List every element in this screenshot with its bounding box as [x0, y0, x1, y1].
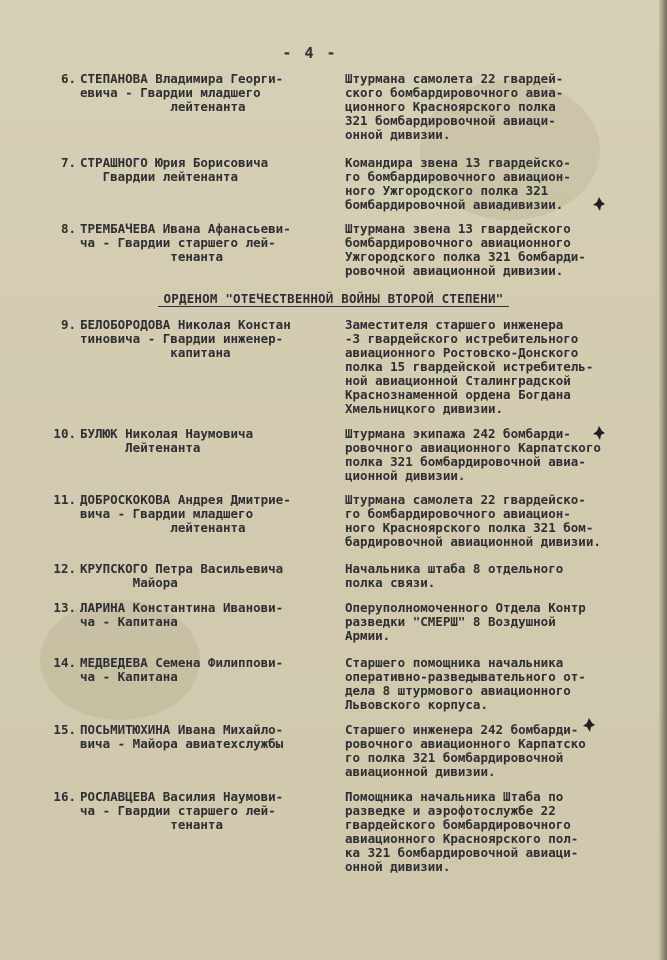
entry-number: 15.: [53, 722, 76, 737]
entry-number: 10.: [53, 426, 76, 441]
section-heading: [0, 291, 667, 306]
page-edge: [659, 0, 667, 960]
ink-blot-icon: [592, 196, 606, 212]
entry-number: 16.: [53, 789, 76, 804]
entry-name: ТРЕМБАЧЕВА Ивана Афанасьеви- ча - Гвардии старшего лей- тенанта: [80, 221, 291, 264]
entry-name: ЛАРИНА Константина Иванови- ча - Капитана: [80, 600, 284, 629]
entry-position: Штурмана экипажа 242 бомбарди- ровочного авиационного Карпатского полка 321 бомбардировочной авиа- ционной дивизии.: [345, 426, 601, 483]
entry-number: 14.: [53, 655, 76, 670]
entry-number: 12.: [53, 561, 76, 576]
section-heading-text: ОРДЕНОМ "ОТЕЧЕСТВЕННОЙ ВОЙНЫ ВТОРОЙ СТЕПЕНИ": [158, 291, 510, 307]
entry-name: ПОСЬМИТЮХИНА Ивана Михайло- вича - Майора авиатехслужбы: [80, 722, 284, 751]
entry-name: СТРАШНОГО Юрия Борисовича Гвардии лейтенанта: [80, 155, 269, 184]
entry-position: Штурмана звена 13 гвардейского бомбардировочного авиационного Ужгородского полка 321 бомбарди- ровочной авиационной дивизии.: [345, 221, 586, 278]
entry-name: БЕЛОБОРОДОВА Николая Констан тиновича - Гвардии инженер- капитана: [80, 317, 291, 360]
entry-position: Старшего помощника начальника оперативно-разведывательного от- дела 8 штурмового авиационного Львовского корпуса.: [345, 655, 586, 712]
entry-position: Оперуполномоченного Отдела Контр разведки "СМЕРШ" 8 Воздушной Армии.: [345, 600, 586, 643]
entry-name: ДОБРОСКОКОВА Андрея Дмитрие- вича - Гвардии младшего лейтенанта: [80, 492, 291, 535]
ink-blot-icon: [582, 717, 596, 733]
entry-number: 9.: [60, 317, 76, 332]
entry-number: 6.: [60, 71, 76, 86]
entry-number: 7.: [60, 155, 76, 170]
entry-number: 11.: [53, 492, 76, 507]
ink-blot-icon: [592, 425, 606, 441]
entry-position: Штурмана самолета 22 гвардейско- го бомбардировочного авиацион- ного Красноярского полка 321 бом- бардировочной авиационной дивизии.: [345, 492, 601, 549]
entry-name: БУЛЮК Николая Наумовича Лейтенанта: [80, 426, 254, 455]
entry-number: 13.: [53, 600, 76, 615]
page-number: - 4 -: [282, 44, 338, 62]
entry-position: Старшего инженера 242 бомбарди- ровочного авиационного Карпатско го полка 321 бомбардировочной авиационной дивизии.: [345, 722, 586, 779]
entry-position: Заместителя старшего инженера -3 гвардейского истребительного авиационного Ростовско-Донского полка 15 гвардейской истребитель- ной авиационной Сталинградской Краснознаменной ордена Богдана Хмельницкого дивизии.: [345, 317, 594, 416]
entry-position: Командира звена 13 гвардейско- го бомбардировочного авиацион- ного Ужгородского полка 321 бомбардировочной авиадивизии.: [345, 155, 571, 212]
entry-name: СТЕПАНОВА Владимира Георги- евича - Гвардии младшего лейтенанта: [80, 71, 284, 114]
entry-name: КРУПСКОГО Петра Васильевича Майора: [80, 561, 284, 590]
entry-name: МЕДВЕДЕВА Семена Филиппови- ча - Капитана: [80, 655, 284, 684]
entry-name: РОСЛАВЦЕВА Василия Наумови- ча - Гвардии старшего лей- тенанта: [80, 789, 284, 832]
entry-position: Помощника начальника Штаба по разведке и аэрофотослужбе 22 гвардейского бомбардировочного авиационного Красноярского пол- ка 321 бомбардировочной авиаци- онной дивизии.: [345, 789, 579, 874]
entry-position: Начальника штаба 8 отдельного полка связи.: [345, 561, 564, 590]
entry-position: Штурмана самолета 22 гвардей- ского бомбардировочного авиа- ционного Красноярского полка 321 бомбардировочной авиаци- онной дивизии.: [345, 71, 564, 142]
entry-number: 8.: [60, 221, 76, 236]
